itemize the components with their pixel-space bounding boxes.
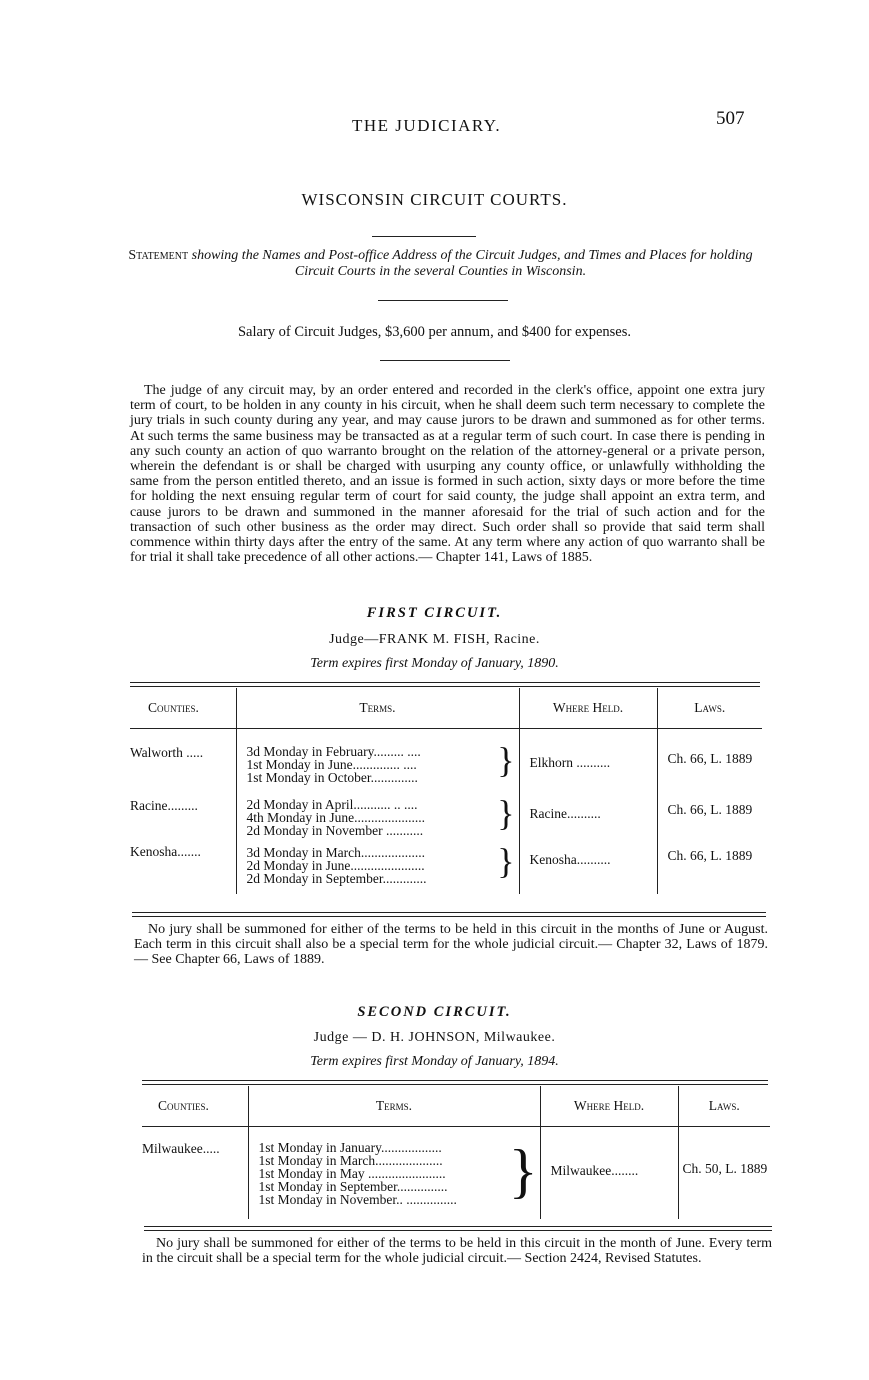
first-circuit-table xyxy=(130,688,762,894)
col-counties: Counties. xyxy=(142,1086,248,1127)
terms-cell xyxy=(236,729,519,785)
county-cell: Kenosha....... xyxy=(130,838,236,894)
term-entry: 2d Monday in September............. xyxy=(246,871,427,886)
first-circuit-term-expires: Term expires first Monday of January, 1890. xyxy=(310,656,559,671)
col-laws: Laws. xyxy=(678,1086,770,1127)
term-entry: 4th Monday in June..................... xyxy=(246,810,425,825)
term-entry: 1st Monday in January.................. xyxy=(258,1140,442,1155)
county-cell: Racine......... xyxy=(130,784,236,838)
table-header-row xyxy=(142,1086,770,1127)
statement-lead: Statement xyxy=(128,248,189,263)
page-number: 507 xyxy=(716,108,745,129)
term-entry: 1st Monday in March.................... xyxy=(258,1153,443,1168)
term-entry: 3d Monday in February......... .... xyxy=(246,744,421,759)
col-where-held: Where Held. xyxy=(540,1086,678,1127)
statement-caption xyxy=(118,248,763,280)
table-top-rule xyxy=(130,686,760,687)
table-top-rule xyxy=(142,1080,768,1081)
laws-cell: Ch. 50, L. 1889 xyxy=(682,1161,768,1176)
col-terms: Terms. xyxy=(248,1086,540,1127)
table-bottom-rule xyxy=(144,1230,772,1231)
table-row xyxy=(130,729,762,785)
col-laws: Laws. xyxy=(657,688,762,729)
brace-glyph: } xyxy=(497,841,515,881)
term-entry: 2d Monday in April........... .. .... xyxy=(246,797,418,812)
where-cell: Racine.......... xyxy=(519,784,657,838)
term-entry: 2d Monday in November ........... xyxy=(246,823,424,838)
table-row xyxy=(130,784,762,838)
second-circuit-heading: SECOND CIRCUIT. xyxy=(357,1004,512,1020)
col-counties: Counties. xyxy=(130,688,236,729)
term-entry: 1st Monday in October.............. xyxy=(246,770,418,785)
county-cell: Walworth ..... xyxy=(130,729,236,785)
brace-glyph: } xyxy=(497,740,515,780)
salary-line: Salary of Circuit Judges, $3,600 per annum, and $400 for expenses. xyxy=(237,324,632,340)
term-entry: 1st Monday in November.. ............... xyxy=(258,1192,457,1207)
second-circuit-note xyxy=(142,1236,772,1266)
where-cell: Milwaukee........ xyxy=(540,1127,678,1219)
terms-cell xyxy=(236,838,519,894)
statement-text: showing the Names and Post-office Address of the Circuit Judges, and Times and Places for holding Circuit Courts in the several Counties in Wisconsin. xyxy=(191,248,753,279)
term-entry: 1st Monday in September............... xyxy=(258,1179,448,1194)
brace-glyph: } xyxy=(508,1138,538,1204)
table-header-row xyxy=(130,688,762,729)
table-bottom-rule xyxy=(132,916,766,917)
running-head-title: THE JUDICIARY. xyxy=(352,116,502,135)
second-circuit-note-text: No jury shall be summoned for either of the terms to be held in this circuit in the month of June. Every term in the circuit shall be a special term for the whole judicial circuit.— Section 2424, Revised Statutes. xyxy=(142,1236,772,1267)
laws-cell: Ch. 66, L. 1889 xyxy=(667,848,753,863)
first-circuit-heading: FIRST CIRCUIT. xyxy=(366,605,503,621)
table-row xyxy=(130,838,762,894)
where-cell: Kenosha.......... xyxy=(519,838,657,894)
table-top-rule xyxy=(142,1084,768,1085)
term-entry: 1st Monday in May ....................... xyxy=(258,1166,446,1181)
table-bottom-rule xyxy=(144,1226,772,1227)
terms-cell xyxy=(236,784,519,838)
divider xyxy=(380,360,510,361)
term-entry: 1st Monday in June.............. .... xyxy=(246,757,417,772)
col-terms: Terms. xyxy=(236,688,519,729)
term-entry: 3d Monday in March................... xyxy=(246,845,425,860)
first-circuit-note-text: No jury shall be summoned for either of the terms to be held in this circuit in the months of June or August. Each term in this circuit shall also be a special term for the whole judicial circuit.— Chapter 32, Laws of 1879.— See Chapter 66, Laws of 1889. xyxy=(134,922,768,968)
terms-cell xyxy=(248,1127,540,1219)
table-top-rule xyxy=(130,682,760,683)
table-row xyxy=(142,1127,770,1219)
second-circuit-table xyxy=(142,1086,770,1219)
second-circuit-judge: Judge — D. H. JOHNSON, Milwaukee. xyxy=(313,1030,556,1045)
first-circuit-note xyxy=(134,922,768,968)
where-cell: Elkhorn .......... xyxy=(519,729,657,785)
col-where-held: Where Held. xyxy=(519,688,657,729)
first-circuit-judge: Judge—FRANK M. FISH, Racine. xyxy=(329,632,540,647)
divider xyxy=(372,236,476,237)
intro-paragraph-text: The judge of any circuit may, by an order entered and recorded in the clerk's office, appoint one extra jury term of court, to be holden in any county in his circuit, when he shall deem such term necessary to complete the jury trials in such county during any year, and may cause jurors to be drawn and summoned as for other terms. At such terms the same business may be transacted as at a regular term of such court. In case there is pending in any such county an action of quo warranto brought on the relation of the attorney-general or a private person, wherein the defendant is or shall be charged with usurping any county office, or unlawfully withholding the same from the person entitled thereto, and an issue is formed in such action, sixty days or more before the time for holding the next ensuing regular term of court for said county, the judge shall appoint an extra term, and cause jurors to be drawn and summoned in the manner aforesaid for the trial of such action and for the transaction of such other business as the order may direct. Such order shall so provide that said term shall commence within thirty days after the entry of the same. At any term where any action of quo warranto shall be for trial it shall take precedence of all other actions.— Chapter 141, Laws of 1885. xyxy=(130,383,765,566)
page-title: WISCONSIN CIRCUIT COURTS. xyxy=(301,190,568,209)
second-circuit-term-expires: Term expires first Monday of January, 1894. xyxy=(310,1054,559,1069)
laws-cell: Ch. 66, L. 1889 xyxy=(667,751,753,766)
term-entry: 2d Monday in June...................... xyxy=(246,858,425,873)
laws-cell: Ch. 66, L. 1889 xyxy=(667,802,753,817)
brace-glyph: } xyxy=(497,793,515,833)
intro-paragraph xyxy=(130,383,765,565)
county-cell: Milwaukee..... xyxy=(142,1127,248,1219)
divider xyxy=(378,300,508,301)
table-bottom-rule xyxy=(132,912,766,913)
